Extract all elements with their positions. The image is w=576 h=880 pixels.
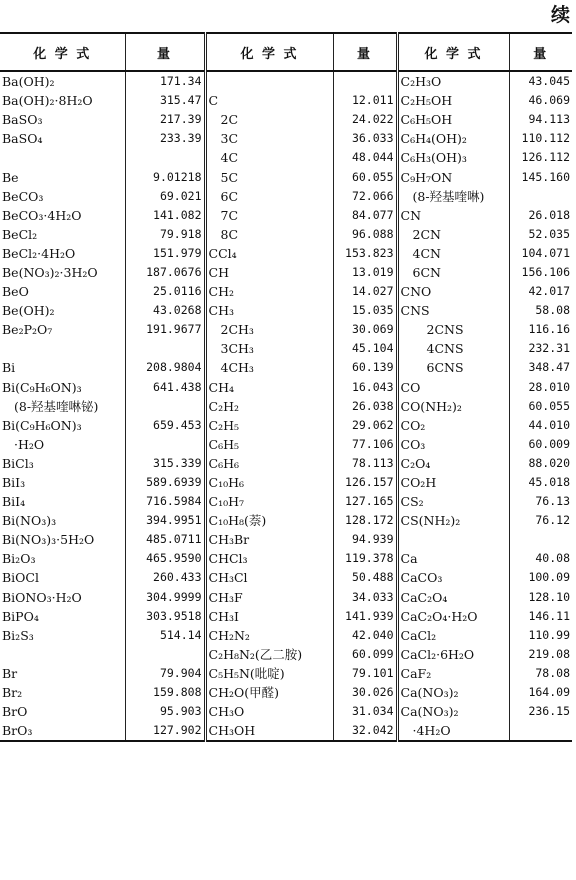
formula-cell: Bi [0, 358, 125, 377]
mass-cell: 88.020 [528, 455, 570, 470]
table-row [0, 626, 572, 645]
mass-cell [509, 187, 572, 206]
formula-cell: BiONO₃·H₂O [0, 588, 125, 607]
mass-cell [125, 148, 205, 167]
mass-cell: 348.47 [528, 360, 570, 375]
table-row [0, 148, 572, 167]
mass-cell: 104.071 [521, 245, 570, 260]
mass-cell [509, 530, 572, 549]
mass-cell: 171.34 [125, 71, 205, 91]
formula-cell: Ca [397, 549, 509, 568]
mass-cell: 25.0116 [125, 282, 205, 301]
mass-cell: 119.378 [333, 549, 397, 568]
formula-cell: BrO₃ [0, 721, 125, 741]
table-row [0, 206, 572, 225]
formula-cell: Br₂ [0, 683, 125, 702]
mass-cell: 716.5984 [125, 492, 205, 511]
formula-cell: C [205, 91, 333, 110]
formula-header-2: 化 学 式 [205, 33, 333, 71]
formula-cell: 6C [205, 187, 333, 206]
formula-cell: Bi(C₉H₆ON)₃ [0, 416, 125, 435]
mass-cell: 44.010 [528, 417, 570, 432]
mass-cell: 219.08 [528, 646, 570, 661]
mass-cell: 40.08 [535, 551, 570, 566]
continued-label: 续 [550, 4, 570, 26]
mass-cell: 641.438 [125, 378, 205, 397]
mass-cell: 94.113 [528, 112, 570, 127]
mass-cell: 232.31 [528, 341, 570, 356]
mass-cell: 95.903 [125, 702, 205, 721]
table-row [0, 187, 572, 206]
mass-cell: 26.038 [333, 397, 397, 416]
formula-cell: BeCO₃·4H₂O [0, 206, 125, 225]
mass-cell: 43.0268 [125, 301, 205, 320]
mass-cell: 45.104 [333, 339, 397, 358]
formula-cell: C₂H₈N₂(乙二胺) [205, 645, 333, 664]
mass-cell: 589.6939 [125, 473, 205, 492]
table-row [0, 263, 572, 282]
formula-cell: 4CNS [397, 339, 509, 358]
table-row [0, 530, 572, 549]
mass-cell [509, 721, 572, 741]
formula-header-3: 化 学 式 [397, 33, 509, 71]
mass-cell [125, 397, 205, 416]
mass-cell: 394.9951 [125, 511, 205, 530]
formula-cell: ·4H₂O [397, 721, 509, 741]
mass-cell: 100.09 [528, 570, 570, 585]
formula-cell: CNS [397, 301, 509, 320]
formula-cell: CH₃F [205, 588, 333, 607]
mass-cell: 16.043 [333, 378, 397, 397]
formula-cell: BeCl₂ [0, 225, 125, 244]
mass-cell: 78.08 [535, 665, 570, 680]
formula-header-1: 化 学 式 [0, 33, 125, 71]
formula-cell: C₅H₅N(吡啶) [205, 664, 333, 683]
table-row [0, 358, 572, 377]
mass-cell: 304.9999 [125, 588, 205, 607]
mass-cell: 28.010 [528, 379, 570, 394]
formula-cell: CO₂ [397, 416, 509, 435]
formula-cell: CH [205, 263, 333, 282]
formula-cell: C₆H₅ [205, 435, 333, 454]
formula-cell: BiOCl [0, 568, 125, 587]
formula-cell: C₆H₅OH [397, 110, 509, 129]
table-row [0, 511, 572, 530]
formula-cell: C₂H₅ [205, 416, 333, 435]
formula-cell: 6CNS [397, 358, 509, 377]
formula-cell: CH₄ [205, 378, 333, 397]
formula-cell: CN [397, 206, 509, 225]
mass-cell: 151.979 [125, 244, 205, 263]
mass-cell: 15.035 [333, 301, 397, 320]
formula-cell [0, 645, 125, 664]
mass-cell: 79.101 [333, 664, 397, 683]
mass-cell: 36.033 [333, 129, 397, 148]
formula-cell: CaCl₂ [397, 626, 509, 645]
mass-cell: 14.027 [333, 282, 397, 301]
formula-cell: Be(OH)₂ [0, 301, 125, 320]
formula-cell: C₁₀H₈(萘) [205, 511, 333, 530]
formula-cell: C₉H₇ON [397, 167, 509, 186]
mass-header-1: 量 [125, 33, 205, 71]
table-row [0, 110, 572, 129]
mass-cell: 58.08 [535, 303, 570, 318]
formula-cell: C₁₀H₆ [205, 473, 333, 492]
formula-cell: C₂H₂ [205, 397, 333, 416]
mass-cell: 79.904 [125, 664, 205, 683]
mass-cell: 69.021 [125, 187, 205, 206]
mass-cell: 187.0676 [125, 263, 205, 282]
mass-cell: 127.902 [125, 721, 205, 741]
formula-cell: C₂O₄ [397, 454, 509, 473]
formula-cell: Ca(NO₃)₂ [397, 683, 509, 702]
formula-cell: CaC₂O₄·H₂O [397, 607, 509, 626]
mass-cell: 13.019 [333, 263, 397, 282]
mass-cell: 76.12 [535, 513, 570, 528]
mass-cell: 24.022 [333, 110, 397, 129]
mass-cell: 315.47 [125, 91, 205, 110]
mass-cell: 52.035 [528, 226, 570, 241]
mass-cell: 110.99 [528, 627, 570, 642]
formula-cell: CaCO₃ [397, 568, 509, 587]
mass-cell: 94.939 [333, 530, 397, 549]
formula-cell: 2CH₃ [205, 320, 333, 339]
formula-cell: 2CN [397, 225, 509, 244]
formula-cell: CS₂ [397, 492, 509, 511]
table-row [0, 91, 572, 110]
formula-cell [0, 148, 125, 167]
formula-cell: CH₃O [205, 702, 333, 721]
mass-cell: 46.069 [528, 93, 570, 108]
formula-cell: CH₂ [205, 282, 333, 301]
table-row [0, 607, 572, 626]
mass-cell: 141.939 [333, 607, 397, 626]
table-row [0, 282, 572, 301]
formula-cell: CH₃Cl [205, 568, 333, 587]
formula-cell: Bi₂S₃ [0, 626, 125, 645]
mass-cell: 29.062 [333, 416, 397, 435]
formula-cell: Bi₂O₃ [0, 549, 125, 568]
mass-cell: 45.018 [528, 475, 570, 490]
mass-cell: 26.018 [528, 207, 570, 222]
mass-cell: 9.01218 [125, 167, 205, 186]
mass-cell: 233.39 [125, 129, 205, 148]
formula-cell: C₆H₃(OH)₃ [397, 148, 509, 167]
formula-cell: 5C [205, 167, 333, 186]
formula-cell: CO(NH₂)₂ [397, 397, 509, 416]
mass-cell: 12.011 [333, 91, 397, 110]
formula-cell: (8-羟基喹啉) [397, 187, 509, 206]
mass-cell: 116.16 [528, 322, 570, 337]
mass-cell: 164.09 [528, 685, 570, 700]
formula-cell: C₂H₃O [397, 71, 509, 91]
formula-cell: CaC₂O₄ [397, 588, 509, 607]
mass-cell: 303.9518 [125, 607, 205, 626]
formula-cell: CH₃Br [205, 530, 333, 549]
mass-cell: 84.077 [333, 206, 397, 225]
mass-cell: 146.11 [528, 608, 570, 623]
mass-cell: 72.066 [333, 187, 397, 206]
formula-cell: 6CN [397, 263, 509, 282]
mass-cell: 32.042 [333, 721, 397, 741]
mass-cell: 30.026 [333, 683, 397, 702]
formula-cell: BiCl₃ [0, 454, 125, 473]
table-row [0, 492, 572, 511]
mass-cell: 34.033 [333, 588, 397, 607]
mass-cell: 77.106 [333, 435, 397, 454]
mass-cell: 60.009 [528, 436, 570, 451]
mass-cell: 76.13 [535, 494, 570, 509]
formula-cell [0, 339, 125, 358]
formula-cell: 8C [205, 225, 333, 244]
formula-cell: Br [0, 664, 125, 683]
formula-cell: Bi(NO₃)₃·5H₂O [0, 530, 125, 549]
mass-cell: 465.9590 [125, 549, 205, 568]
formula-cell: C₁₀H₇ [205, 492, 333, 511]
mass-cell: 236.15 [528, 704, 570, 719]
mass-cell: 60.055 [333, 167, 397, 186]
formula-cell: BrO [0, 702, 125, 721]
mass-cell: 42.017 [528, 284, 570, 299]
table-row [0, 588, 572, 607]
table-row [0, 71, 572, 91]
mass-cell: 96.088 [333, 225, 397, 244]
formula-cell: BaSO₄ [0, 129, 125, 148]
formula-cell: BaSO₃ [0, 110, 125, 129]
mass-cell [125, 645, 205, 664]
table-row [0, 568, 572, 587]
table-row [0, 225, 572, 244]
formula-cell: CH₃I [205, 607, 333, 626]
formula-cell: CH₃ [205, 301, 333, 320]
mass-cell [125, 435, 205, 454]
formula-cell: BeO [0, 282, 125, 301]
formula-cell: Ba(OH)₂·8H₂O [0, 91, 125, 110]
formula-cell: Ba(OH)₂ [0, 71, 125, 91]
formula-cell: BeCl₂·4H₂O [0, 244, 125, 263]
mass-cell: 260.433 [125, 568, 205, 587]
formula-cell: 3C [205, 129, 333, 148]
formula-cell: BeCO₃ [0, 187, 125, 206]
mass-cell: 126.112 [521, 150, 570, 165]
table-row [0, 129, 572, 148]
mass-cell: 50.488 [333, 568, 397, 587]
formula-cell: C₆H₆ [205, 454, 333, 473]
formula-cell: CO₂H [397, 473, 509, 492]
mass-cell: 127.165 [333, 492, 397, 511]
formula-cell [397, 530, 509, 549]
table-body [0, 71, 572, 741]
mass-cell: 43.045 [528, 74, 570, 89]
formula-cell: CaF₂ [397, 664, 509, 683]
mass-cell: 126.157 [333, 473, 397, 492]
mass-cell: 48.044 [333, 148, 397, 167]
formula-cell: CaCl₂·6H₂O [397, 645, 509, 664]
formula-cell: CO [397, 378, 509, 397]
mass-cell [125, 339, 205, 358]
mass-cell: 128.10 [528, 589, 570, 604]
formula-cell: 4CN [397, 244, 509, 263]
table-row [0, 397, 572, 416]
mass-cell: 79.918 [125, 225, 205, 244]
mass-cell: 60.099 [333, 645, 397, 664]
formula-cell: 4CH₃ [205, 358, 333, 377]
table-row [0, 454, 572, 473]
formula-cell: C₆H₄(OH)₂ [397, 129, 509, 148]
mass-cell: 156.106 [521, 264, 570, 279]
mass-cell: 485.0711 [125, 530, 205, 549]
mass-cell: 217.39 [125, 110, 205, 129]
formula-cell [205, 71, 333, 91]
table-row [0, 683, 572, 702]
table-row [0, 664, 572, 683]
molecular-weight-table [0, 32, 572, 742]
formula-cell: Bi(C₉H₆ON)₃ [0, 378, 125, 397]
table-row [0, 378, 572, 397]
table-row [0, 645, 572, 664]
formula-cell: 2CNS [397, 320, 509, 339]
table-row [0, 702, 572, 721]
header-row [0, 33, 572, 71]
mass-cell: 60.139 [333, 358, 397, 377]
formula-cell: BiI₃ [0, 473, 125, 492]
formula-cell: CCl₄ [205, 244, 333, 263]
formula-cell: (8-羟基喹啉铋) [0, 397, 125, 416]
formula-cell: CHCl₃ [205, 549, 333, 568]
mass-cell: 78.113 [333, 454, 397, 473]
mass-cell: 110.112 [521, 131, 570, 146]
formula-cell: C₂H₅OH [397, 91, 509, 110]
formula-cell: 3CH₃ [205, 339, 333, 358]
mass-cell: 315.339 [125, 454, 205, 473]
mass-cell: 30.069 [333, 320, 397, 339]
mass-cell [333, 71, 397, 91]
mass-cell: 153.823 [333, 244, 397, 263]
formula-cell: Bi(NO₃)₃ [0, 511, 125, 530]
mass-cell: 60.055 [528, 398, 570, 413]
table-row [0, 549, 572, 568]
formula-cell: 2C [205, 110, 333, 129]
formula-cell: CNO [397, 282, 509, 301]
formula-cell: Ca(NO₃)₂ [397, 702, 509, 721]
mass-cell: 514.14 [125, 626, 205, 645]
table-row [0, 244, 572, 263]
formula-cell: CH₂N₂ [205, 626, 333, 645]
mass-cell: 31.034 [333, 702, 397, 721]
table-row [0, 473, 572, 492]
table-row [0, 721, 572, 741]
mass-cell: 42.040 [333, 626, 397, 645]
formula-cell: BiPO₄ [0, 607, 125, 626]
formula-cell: Be [0, 167, 125, 186]
mass-cell: 145.160 [521, 169, 570, 184]
table-row [0, 435, 572, 454]
mass-cell: 659.453 [125, 416, 205, 435]
mass-header-3: 量 [509, 33, 572, 71]
mass-cell: 159.808 [125, 683, 205, 702]
mass-cell: 191.9677 [125, 320, 205, 339]
formula-cell: CH₃OH [205, 721, 333, 741]
formula-cell: CH₂O(甲醛) [205, 683, 333, 702]
mass-header-2: 量 [333, 33, 397, 71]
table-row [0, 339, 572, 358]
formula-cell: CS(NH₂)₂ [397, 511, 509, 530]
table-row [0, 320, 572, 339]
mass-cell: 141.082 [125, 206, 205, 225]
formula-cell: Be₂P₂O₇ [0, 320, 125, 339]
formula-cell: ·H₂O [0, 435, 125, 454]
table-row [0, 416, 572, 435]
formula-cell: BiI₄ [0, 492, 125, 511]
formula-cell: CO₃ [397, 435, 509, 454]
mass-cell: 128.172 [333, 511, 397, 530]
formula-cell: Be(NO₃)₂·3H₂O [0, 263, 125, 282]
formula-cell: 7C [205, 206, 333, 225]
table-row [0, 301, 572, 320]
formula-cell: 4C [205, 148, 333, 167]
mass-cell: 208.9804 [125, 358, 205, 377]
table-row [0, 167, 572, 186]
